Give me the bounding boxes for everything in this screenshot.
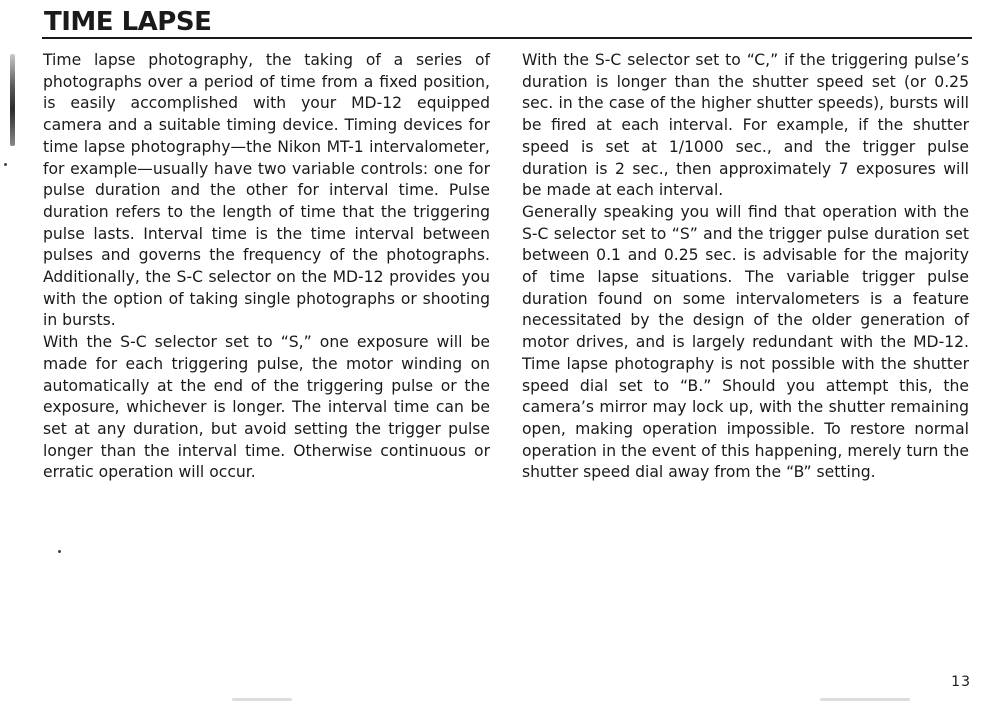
left-column xyxy=(43,50,490,484)
paragraph: With the S-C selector set to “S,” one exposure will be made for each triggering pulse, the motor winding on automatically at the end of the triggering pulse or the exposure, whichever is longer. The interval time can be set at any duration, but avoid setting the trigger pulse longer than the interval time. Otherwise continuous or erratic operation will occur. xyxy=(43,333,490,482)
scan-smudge xyxy=(232,698,292,701)
scan-smudge xyxy=(820,698,910,701)
margin-speck xyxy=(4,163,7,166)
page-number: 13 xyxy=(951,674,971,690)
title-rule xyxy=(42,37,972,39)
margin-scan-mark xyxy=(10,54,15,146)
paragraph: Generally speaking you will find that operation with the S-C selector set to “S” and the trigger pulse duration set between 0.1 and 0.25 sec. is advisable for the majority of time lapse situations. The variable trigger pulse duration found on some intervalometers is a feature necessitated by the design of the older generation of motor drives, and is largely redundant with the MD-12. Time lapse photography is not possible with the shutter speed dial set to “B.” Should you attempt this, the camera’s mirror may lock up, with the shutter remaining open, making operation impossible. To restore normal operation in the event of this happening, merely turn the shutter speed dial away from the “B” setting. xyxy=(522,202,969,482)
margin-speck xyxy=(58,550,61,553)
paragraph: With the S-C selector set to “C,” if the triggering pulse’s duration is longer than the shutter speed set (or 0.25 sec. in the case of the higher shutter speeds), bursts will be fired at each interval. For example, if the shutter speed is set at 1/1000 sec., and the trigger pulse duration is 2 sec., then approximately 7 exposures will be made at each interval. xyxy=(522,51,969,200)
page-title: TIME LAPSE xyxy=(44,7,212,37)
paragraph: Time lapse photography, the taking of a series of photographs over a period of time from a fixed position, is easily accomplished with your MD-12 equipped camera and a suitable timing device. Timing devices for time lapse photography—the Nikon MT-1 intervalometer, for example—usually have two variable controls: one for pulse duration and the other for interval time. Pulse duration refers to the length of time that the triggering pulse lasts. Interval time is the time interval between pulses and governs the frequency of the photographs. Additionally, the S-C selector on the MD-12 provides you with the option of taking single photographs or shooting in bursts. xyxy=(43,51,490,330)
right-column xyxy=(522,50,969,484)
